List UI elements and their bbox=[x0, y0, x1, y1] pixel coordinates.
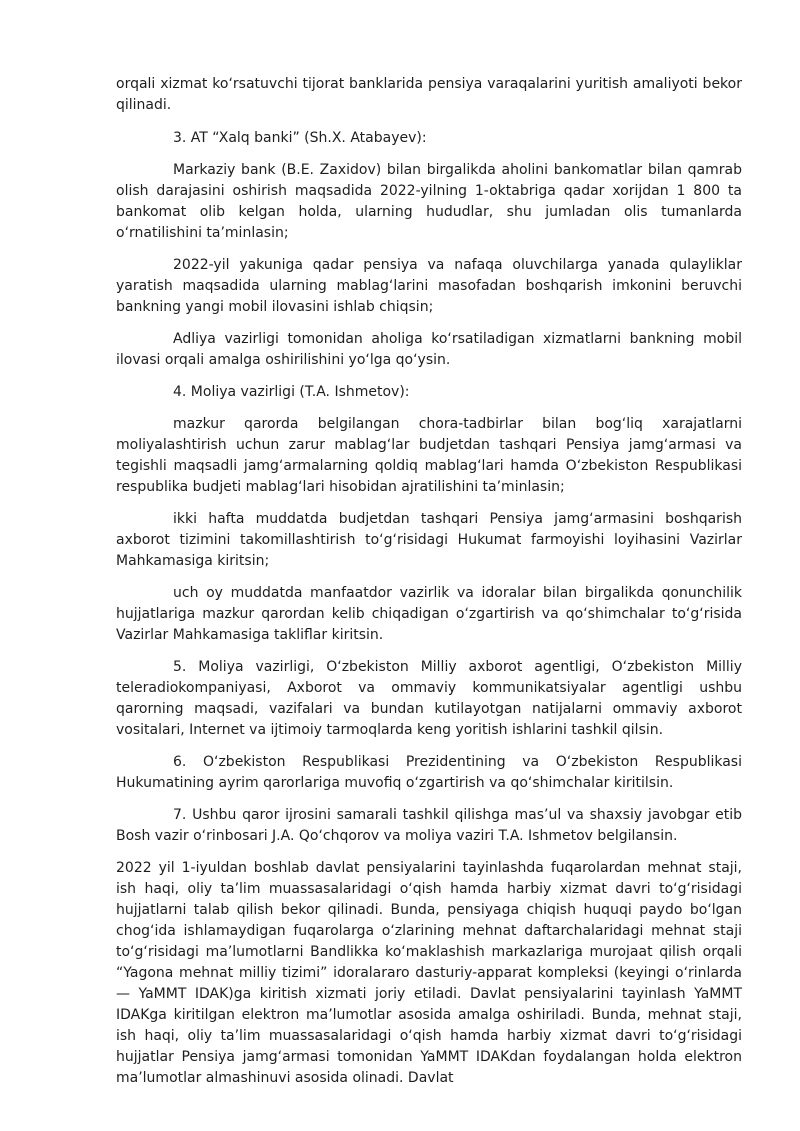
paragraph-8: ikki hafta muddatda budjetdan tashqari Pensiya jamg‘armasini boshqarish axborot tizimini takomillashtirish to‘g‘risidagi Hukumat farmoyishi loyihasini Vazirlar Mahkamasiga kiritsin; bbox=[116, 511, 742, 569]
paragraph-11: 6. O‘zbekiston Respublikasi Prezidentining va O‘zbekiston Respublikasi Hukumatining ayrim qarorlariga muvofiq o‘zgartirish va qo‘shimchalar kiritilsin. bbox=[116, 754, 742, 791]
paragraph-4: 2022-yil yakuniga qadar pensiya va nafaqa oluvchilarga yanada qulayliklar yaratish maqsadida ularning mablag‘larini masofadan boshqarish imkonini beruvchi bankning yangi mobil ilovasini ishlab chiqsin; bbox=[116, 257, 742, 315]
paragraph-9: uch oy muddatda manfaatdor vazirlik va idoralar bilan birgalikda qonunchilik hujjatlariga mazkur qarordan kelib chiqadigan o‘zgartirish va qo‘shimchalar to‘g‘risida Vazirlar Mahkamasiga takliflar kiritsin. bbox=[116, 585, 742, 643]
paragraph-10: 5. Moliya vazirligi, O‘zbekiston Milliy axborot agentligi, O‘zbekiston Milliy teleradiokompaniyasi, Axborot va ommaviy kommunikatsiyalar agentligi ushbu qarorning maqsadi, vazifalari va bundan kutilayotgan natijalarni ommaviy axborot vositalari, Internet va ijtimoiy tarmoqlarda keng yoritish ishlarini tashkil qilsin. bbox=[116, 659, 742, 738]
paragraph-7: mazkur qarorda belgilangan chora-tadbirlar bilan bog‘liq xarajatlarni moliyalashtirish uchun zarur mablag‘lar budjetdan tashqari Pensiya jamg‘armasi va tegishli maqsadli jamg‘armalarning qoldiq mablag‘lari hamda O‘zbekiston Respublikasi respublika budjeti mablag‘lari hisobidan ajratilishini ta’minlasin; bbox=[116, 416, 742, 495]
paragraph-5: Adliya vazirligi tomonidan aholiga ko‘rsatiladigan xizmatlarni bankning mobil ilovasi orqali amalga oshirilishini yo‘lga qo‘ysin. bbox=[116, 331, 742, 368]
paragraph-6: 4. Moliya vazirligi (T.A. Ishmetov): bbox=[173, 384, 410, 400]
paragraph-1: orqali xizmat ko‘rsatuvchi tijorat banklarida pensiya varaqalarini yuritish amaliyoti bekor qilinadi. bbox=[116, 76, 742, 113]
paragraph-2: 3. AT “Xalq banki” (Sh.X. Atabayev): bbox=[173, 130, 427, 146]
paragraph-12: 7. Ushbu qaror ijrosini samarali tashkil qilishga mas’ul va shaxsiy javobgar etib Bosh vazir o‘rinbosari J.A. Qo‘chqorov va moliya vaziri T.A. Ishmetov belgilansin. bbox=[116, 807, 742, 844]
paragraph-13: 2022 yil 1-iyuldan boshlab davlat pensiyalarini tayinlashda fuqarolardan mehnat staji, ish haqi, oliy ta’lim muassasalaridagi o‘qish hamda harbiy xizmat davri to‘g‘risidagi hujjatlarni talab qilish bekor qilinadi. Bunda, pensiyaga chiqish huquqi paydo bo‘lgan chog‘ida ishlamaydigan fuqarolarga o‘zlarining mehnat daftarchalaridagi mehnat staji to‘g‘risidagi ma’lumotlarni Bandlikka ko‘maklashish markazlariga murojaat qilish orqali “Yagona mehnat milliy tizimi” idoralararo dasturiy-apparat kompleksi (keyingi o‘rinlarda — YaMMT IDAK)ga kiritish xizmati joriy etiladi. Davlat pensiyalarini tayinlash YaMMT IDAKga kiritilgan elektron ma’lumotlar asosida amalga oshiriladi. Bunda, mehnat staji, ish haqi, oliy ta’lim muassasalaridagi o‘qish hamda harbiy xizmat davri to‘g‘risidagi hujjatlar Pensiya jamg‘armasi tomonidan YaMMT IDAKdan foydalangan holda elektron ma’lumotlar almashinuvi asosida olinadi. Davlat bbox=[116, 860, 742, 1086]
paragraph-3: Markaziy bank (B.E. Zaxidov) bilan birgalikda aholini bankomatlar bilan qamrab olish darajasini oshirish maqsadida 2022-yilning 1-oktabriga qadar xorijdan 1 800 ta bankomat olib kelgan holda, ularning hududlar, shu jumladan olis tumanlarda o‘rnatilishini ta’minlasin; bbox=[116, 162, 742, 241]
